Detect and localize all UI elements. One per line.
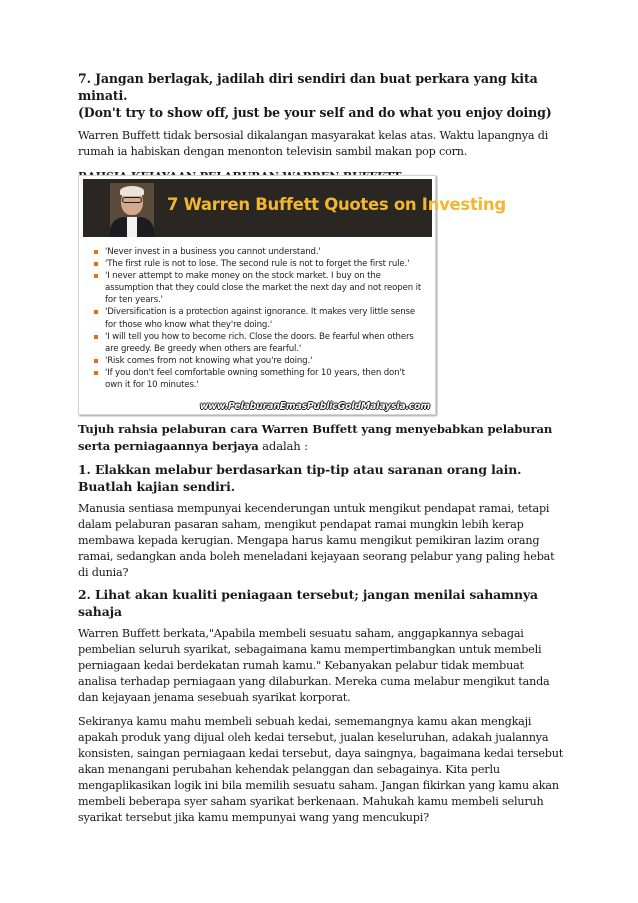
bullet-icon xyxy=(94,274,98,278)
bullet-icon xyxy=(94,250,98,254)
image-banner-title: 7 Warren Buffett Quotes on Investing xyxy=(167,195,506,214)
tip7-heading-malay: 7. Jangan berlagak, jadilah diri sendiri dan buat perkara yang kita minati. xyxy=(78,71,538,103)
tip1-body: Manusia sentiasa mempunyai kecenderungan untuk mengikut pendapat ramai, tetapi dalam pelaburan pasaran saham, mengikut pendapat ramai mungkin lebih kerap membawa kepada kerugian. Mengapa harus kamu mengikut pemikiran lazim orang ramai, sedangkan anda boleh meneladani kejayaan seorang pelabur yang paling hebat di dunia? xyxy=(78,502,555,579)
image-banner xyxy=(83,179,506,237)
lower-text xyxy=(78,421,564,826)
bullet-icon xyxy=(94,359,98,363)
buffett-quotes-image xyxy=(78,175,506,415)
intro-paragraph xyxy=(78,421,564,455)
quote-item: 'Never invest in a business you cannot understand.' xyxy=(93,246,423,258)
website-watermark: www.PelaburanEmasPublicGoldMalaysia.com xyxy=(199,401,430,412)
tip7-body: Warren Buffett tidak bersosial dikalangan masyarakat kelas atas. Waktu lapangnya di rumah ia habiskan dengan menonton televisin sambil makan pop corn. xyxy=(78,129,549,158)
quote-item: 'Risk comes from not knowing what you're doing.' xyxy=(93,355,423,367)
quote-item: 'Diversification is a protection against ignorance. It makes very little sense for those who know what they're doing.' xyxy=(93,306,423,330)
quote-item: 'I never attempt to make money on the stock market. I buy on the assumption that they could close the market the next day and not reopen it for ten years.' xyxy=(93,270,423,306)
tip2-heading: 2. Lihat akan kualiti peniagaan tersebut; jangan menilai sahamnya sahaja xyxy=(78,587,538,619)
quote-item: 'I will tell you how to become rich. Close the doors. Be fearful when others are greedy. Be greedy when others are fearful.' xyxy=(93,331,423,355)
buffett-portrait xyxy=(110,183,154,236)
tip7-heading xyxy=(78,70,564,121)
bullet-icon xyxy=(94,310,98,314)
intro-bold: Tujuh rahsia pelaburan cara Warren Buffett yang menyebabkan pelaburan serta perniagaannya berjaya xyxy=(78,422,553,453)
bullet-icon xyxy=(94,262,98,266)
quote-list xyxy=(93,246,423,391)
intro-rest: adalah : xyxy=(258,439,308,453)
quote-item: 'If you don't feel comfortable owning something for 10 years, then don't own it for 10 minutes.' xyxy=(93,367,423,391)
tip7-heading-english: (Don't try to show off, just be your self and do what you enjoy doing) xyxy=(78,105,552,120)
tip2-body-2: Sekiranya kamu mahu membeli sebuah kedai, sememangnya kamu akan mengkaji apakah produk yang dijual oleh kedai tersebut, jualan keseluruhan, adakah jualannya konsisten, saingan perniagaan kedai tersebut, daya saingnya, bagaimana kedai tersebut akan menangani perubahan kehendak pelanggan dan sebagainya. Kita perlu mengaplikasikan logik ini bila memilih sesuatu saham. Jangan fikirkan yang kamu akan membeli beberapa syer saham syarikat berkenaan. Mahukah kamu membeli seluruh syarikat tersebut jika kamu mempunyai wang yang mencukupi? xyxy=(78,715,564,824)
upper-text xyxy=(78,70,564,184)
tip2-body-1: Warren Buffett berkata,"Apabila membeli sesuatu saham, anggapkannya sebagai pembelian seluruh syarikat, sebagaimana kamu mempertimbangkan untuk membeli perniagaan kedai berdekatan rumah kamu." Kebanyakan pelabur tidak membuat analisa terhadap perniagaan yang dilaburkan. Mereka cuma melabur mengikut tanda dan kejayaan jenama sesebuah syarikat korporat. xyxy=(78,627,550,704)
tip1-heading: 1. Elakkan melabur berdasarkan tip-tip atau saranan orang lain. Buatlah kajian sendiri. xyxy=(78,462,522,494)
bullet-icon xyxy=(94,335,98,339)
bullet-icon xyxy=(94,371,98,375)
quote-item: 'The first rule is not to lose. The second rule is not to forget the first rule.' xyxy=(93,258,423,270)
